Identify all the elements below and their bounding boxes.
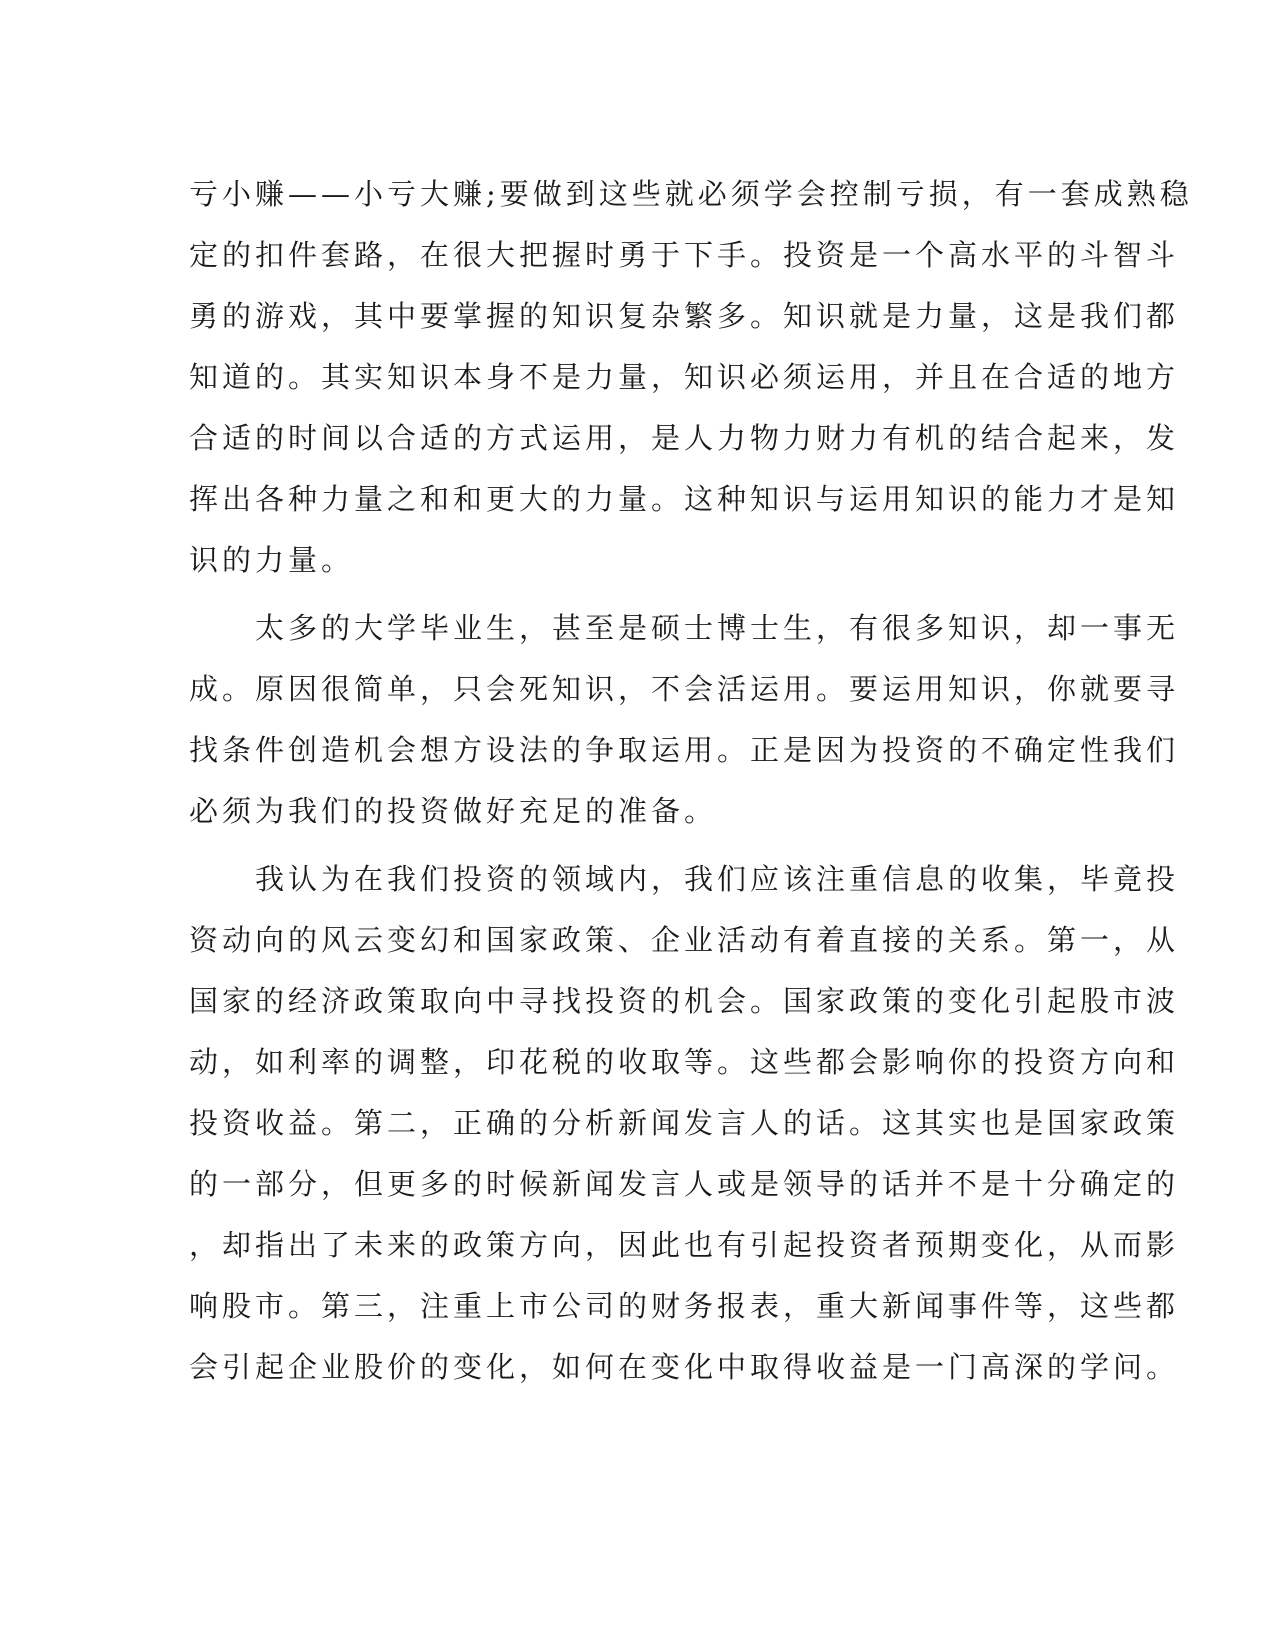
text-line: 挥出各种力量之和和更大的力量。这种知识与运用知识的能力才是知 (189, 482, 1180, 516)
text-line: 合适的时间以合适的方式运用，是人力物力财力有机的结合起来，发 (189, 421, 1180, 455)
text-line: 识的力量。 (189, 543, 355, 577)
paragraph-gap (189, 842, 1089, 849)
text-line: 动，如利率的调整，印花税的收取等。这些都会影响你的投资方向和 (189, 1045, 1180, 1079)
text-line: 定的扣件套路，在很大把握时勇于下手。投资是一个高水平的斗智斗 (189, 238, 1180, 272)
text-line: 勇的游戏，其中要掌握的知识复杂繁多。知识就是力量，这是我们都 (189, 299, 1180, 333)
text-line: 知道的。其实知识本身不是力量，知识必须运用，并且在合适的地方 (189, 360, 1180, 394)
text-line: 我认为在我们投资的领域内，我们应该注重信息的收集，毕竟投 (189, 862, 1180, 896)
text-line: 的一部分，但更多的时候新闻发言人或是领导的话并不是十分确定的 (189, 1167, 1180, 1201)
text-line: 必须为我们的投资做好充足的准备。 (189, 794, 718, 828)
paragraph-3 (189, 849, 1180, 1398)
text-line: 投资收益。第二，正确的分析新闻发言人的话。这其实也是国家政策 (189, 1106, 1180, 1140)
text-line: ，却指出了未来的政策方向，因此也有引起投资者预期变化，从而影 (189, 1228, 1180, 1262)
text-line: 资动向的风云变幻和国家政策、企业活动有着直接的关系。第一，从 (189, 923, 1180, 957)
text-line: 找条件创造机会想方设法的争取运用。正是因为投资的不确定性我们 (189, 733, 1180, 767)
text-line: 成。原因很简单，只会死知识，不会活运用。要运用知识，你就要寻 (189, 672, 1180, 706)
paragraph-2 (189, 598, 1180, 842)
paragraph-gap (189, 591, 1089, 598)
body-text (189, 164, 1193, 1398)
text-line: 亏小赚——小亏大赚;要做到这些就必须学会控制亏损，有一套成熟稳 (189, 177, 1193, 211)
text-line: 国家的经济政策取向中寻找投资的机会。国家政策的变化引起股市波 (189, 984, 1180, 1018)
text-line: 太多的大学毕业生，甚至是硕士博士生，有很多知识，却一事无 (189, 611, 1180, 645)
text-line: 响股市。第三，注重上市公司的财务报表，重大新闻事件等，这些都 (189, 1289, 1180, 1323)
text-line: 会引起企业股价的变化，如何在变化中取得收益是一门高深的学问。 (189, 1350, 1180, 1384)
paragraph-1 (189, 164, 1193, 591)
